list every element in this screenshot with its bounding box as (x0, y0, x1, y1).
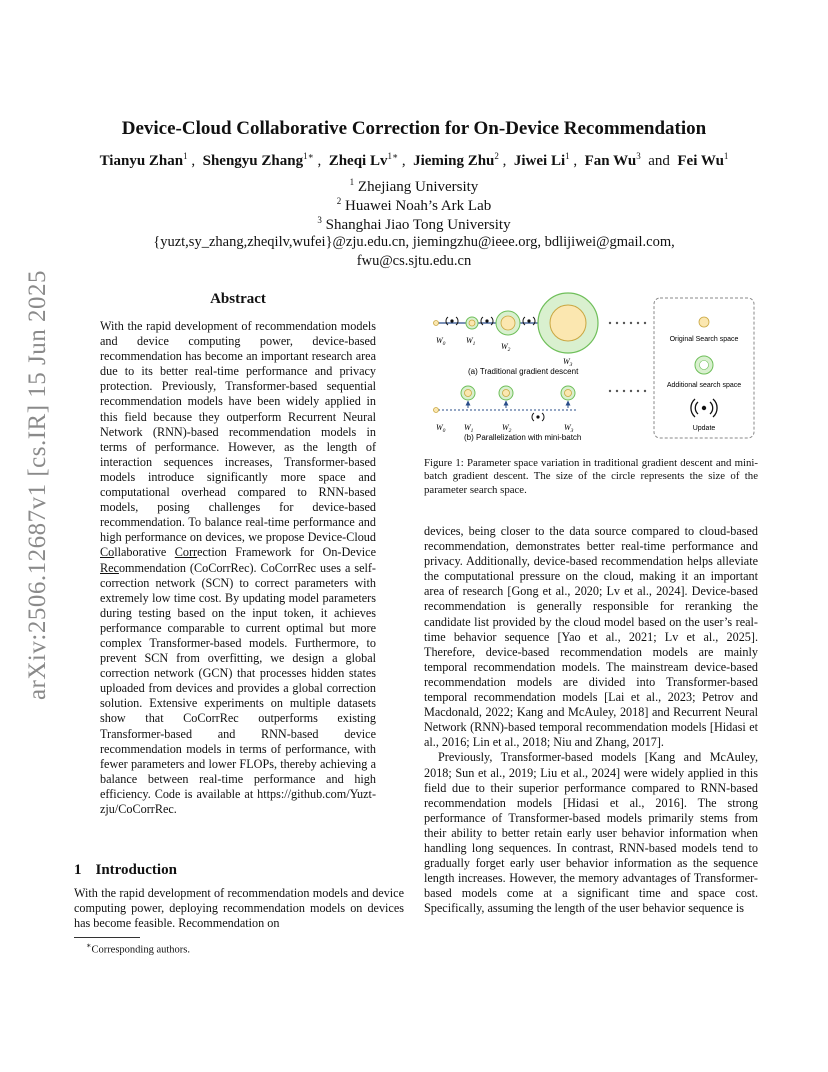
abstract-paragraph (100, 319, 376, 817)
wireless-update-icon (523, 317, 535, 325)
introduction-body (74, 886, 404, 931)
figure-diagram (428, 290, 758, 450)
arxiv-identifier: arXiv:2506.12687v1 [cs.IR] 15 Jun 2025 (24, 269, 51, 701)
author-name: Fan Wu (584, 153, 637, 169)
author-affiliation-mark: 1 (723, 151, 729, 161)
affiliation-mark: 2 (336, 196, 342, 206)
author-affiliation-mark: 1∗ (387, 151, 399, 161)
weight-label: $W_3$ (563, 357, 573, 368)
author-affiliation-mark: 2 (494, 151, 499, 161)
paper-title: Device-Cloud Collaborative Correction for On-Device Recommendation (121, 118, 707, 139)
w3-original-space (565, 390, 572, 397)
footnote-rule (74, 937, 140, 938)
w2-original-space (503, 390, 510, 397)
figure-caption (424, 457, 758, 497)
author-name: Jiwei Li (513, 153, 566, 169)
affiliation-mark: 3 (317, 215, 322, 225)
abstract-heading: Abstract (210, 291, 266, 307)
affiliation (60, 211, 768, 234)
dots-top (609, 322, 646, 324)
legend-additional-inner (700, 361, 709, 370)
w0-point (434, 408, 439, 413)
body-paragraph: Previously, Transformer-based models [Kang and McAuley, 2018; Sun et al., 2019; Liu et al., 2024] were widely applied in this field due to their superior performance compared to RNN-based recommendation models [Hidasi et al., 2016]. The strong performance of Transformer-based models primarily stems from their ability to better retain early user behavior information when handling long sequences. In contrast, RNN-based models tend to gradually forget early user behavior information as the sequence length increases. However, the memory advantages of Transformer-based models come at a significant time and space cost. Specifically, assuming the length of the user behavior sequence is (424, 750, 758, 916)
right-column-body (424, 524, 758, 916)
author-affiliation-mark: 1 (565, 151, 570, 161)
email-line: fwu@cs.sjtu.edu.cn (356, 253, 472, 269)
author-emails (60, 233, 768, 271)
author-affiliation-mark: 1∗ (303, 151, 314, 161)
abstract-body (100, 319, 376, 817)
weight-label: $W_3$ (564, 423, 574, 434)
weight-label: $W_0$ (436, 336, 446, 347)
w1-original-space (469, 320, 475, 326)
figure-parameter-space (428, 290, 758, 450)
section-number: 1 (74, 862, 82, 878)
author-name: Zheqi Lv (328, 153, 388, 169)
author-name: Jieming Zhu (413, 153, 495, 169)
footnote-mark: ∗ (86, 941, 92, 950)
footnote-text: Corresponding authors. (91, 944, 191, 956)
wireless-update-icon (481, 317, 493, 325)
legend-original-icon (699, 317, 709, 327)
legend-update-label: Update (692, 425, 716, 432)
affiliation-name: Zhejiang University (357, 179, 479, 195)
section-heading (74, 862, 177, 879)
section-title: Introduction (95, 862, 177, 878)
abstract-text: llaborative (114, 545, 175, 560)
body-paragraph: devices, being closer to the data source compared to cloud-based recommendation, demonstrates better real-time performance and privacy. Additionally, device-based recommendation helps alleviate the computational pressure on the cloud, making it an important area of research [Gong et al., 2020; Lv et al., 2024]. Device-based recommendation is generally responsible for reranking the candidate list provided by the cloud model based on the user’s real-time behavior sequence [Yao et al., 2021; Lv et al., 2025]. Therefore, device-based recommendation models are mainly temporal recommendation models. The mainstream device-based recommendation models are divided into Transformer-based temporal recommendation models [Lai et al., 2023; Petrov and Macdonald, 2022; Kang and McAuley, 2018] and Recurrent Neural Network (RNN)-based temporal recommendation models [Hidasi et al., 2016; Lin et al., 2018; Niu and Zhang, 2017]. (424, 524, 758, 750)
figure-caption-text: Figure 1: Parameter space variation in traditional gradient descent and mini-batch gradient descent. The size of the circle represents the size of the parameter search space. (424, 457, 758, 496)
intro-paragraph: With the rapid development of recommendation models and device computing power, deploying recommendation models on devices has become feasible. Recommendation on (74, 886, 404, 931)
abstract-text: ection Framework for On-Device (197, 545, 376, 560)
author-affiliation-mark: 1 (183, 151, 188, 161)
acronym-underline: Co (100, 545, 115, 560)
email-line: {yuzt,sy_zhang,zheqilv,wufei}@zju.edu.cn, jiemingzhu@ieee.org, bdlijiwei@gmail.com, (153, 234, 675, 250)
wireless-update-icon (532, 413, 544, 421)
author-name: Fei Wu (677, 153, 724, 169)
legend-additional-label: Additional search space (666, 382, 742, 389)
weight-label: $W_2$ (501, 342, 511, 353)
abstract-text: ommendation (CoCorrRec). CoCorrRec uses a self-correction network (SCN) to correct parameters with extremely low time cost. By updating model parameters during testing based on the input token, it achieves performance comparable to current optimal but more complex Transformer-based models. Furthermore, to prevent SCN from overfitting, we design a global correction network (GCN) that processes hidden states uploaded from devices and provides a global correction solution. Extensive experiments on multiple datasets show that CoCorrRec outperforms existing Transformer-based and RNN-based device recommendation models in terms of performance, with fewer parameters and lower FLOPs, thereby achieving a balance between real-time performance and high efficiency. Code is available at https://github.com/Yuzt-zju/CoCorrRec. (100, 560, 376, 816)
wireless-update-icon (446, 317, 458, 325)
weight-label: $W_0$ (436, 423, 446, 434)
author-name: Shengyu Zhang (202, 153, 304, 169)
footnote (86, 941, 190, 956)
acronym-underline: Rec (100, 560, 119, 575)
acronym-underline: Corr (174, 545, 198, 560)
dots-bottom (609, 390, 646, 392)
weight-label: $W_2$ (502, 423, 512, 434)
affiliation-name: Huawei Noah’s Ark Lab (345, 198, 492, 214)
w1-original-space (465, 390, 472, 397)
abstract-text: With the rapid development of recommendation models and device computing power, device-based recommendation has become an important research area due to its better real-time performance and privacy protection. Previously, Transformer-based sequential recommendation models have been widely applied in this field because they outperform Recurrent Neural Network (RNN)-based recommendation models in terms of performance. However, as the length of interaction sequences increases, Transformer-based models introduce significantly more space and computational overhead compared to RNN-based models, posing challenges for device-based recommendation. To balance real-time performance and high performance on devices, we propose Device-Cloud (100, 319, 376, 545)
weight-label: $W_1$ (464, 423, 474, 434)
author-name: Tianyu Zhan (99, 153, 184, 169)
affiliation-name: Shanghai Jiao Tong University (325, 217, 511, 233)
legend-original-label: Original Search space (669, 336, 739, 343)
authors-conjunction: and (648, 153, 670, 169)
w3-original-space (550, 305, 586, 341)
author-list: Tianyu Zhan$^1$ , Shengyu Zhang$^{1∗}$ , Zheqi $Lv^{1∗}$ , Jieming Zhu$^2$ , Jiwei Li$^1$ , Fan Wu$^3$ and Fei Wu$^1$ (99, 151, 729, 169)
weight-label: $W_1$ (466, 336, 476, 347)
w2-original-space (501, 316, 515, 330)
arxiv-stamp (14, 269, 62, 701)
caption-minibatch: (b) Parallelization with mini-batch (464, 433, 582, 442)
author-affiliation-mark: 3 (636, 151, 641, 161)
w0-point (434, 321, 439, 326)
affiliation-mark: 1 (349, 177, 355, 187)
caption-traditional-gd: (a) Traditional gradient descent (468, 367, 579, 376)
